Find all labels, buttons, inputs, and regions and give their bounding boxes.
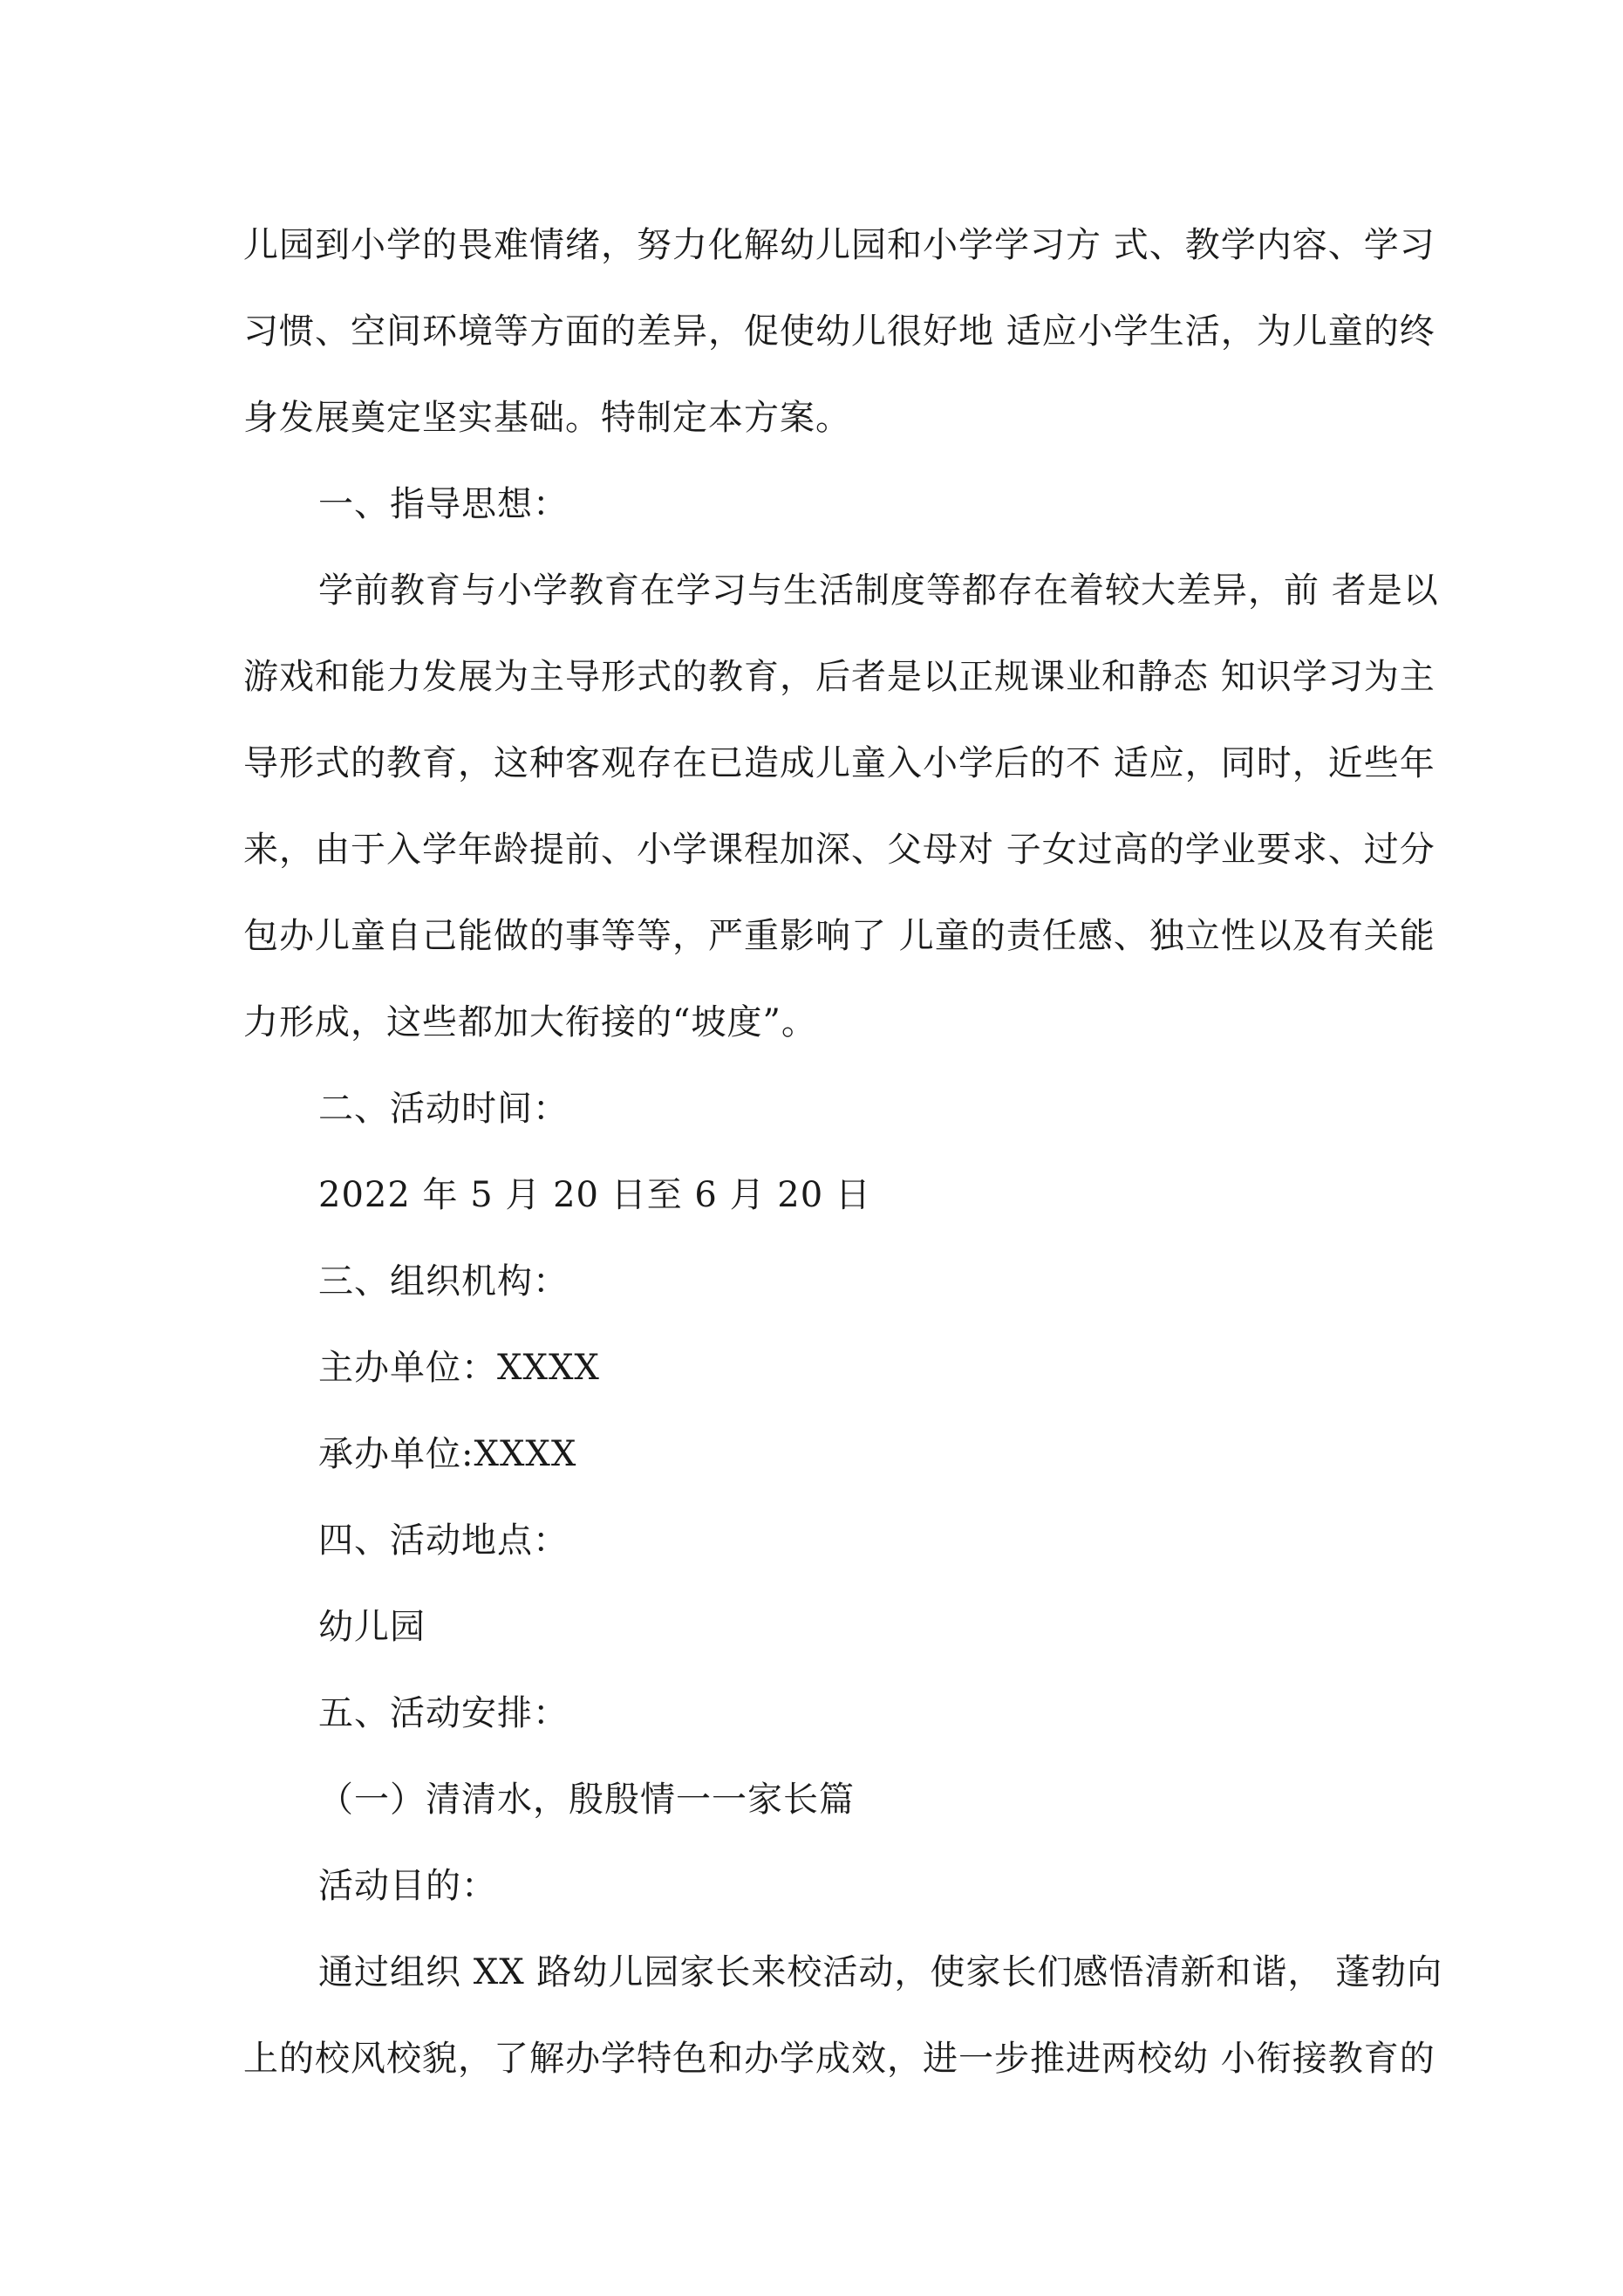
text-line: 力形成，这些都加大衔接的“坡度”。: [243, 1002, 817, 1042]
activity-time-value: 2022 年 5 月 20 日至 6 月 20 日: [318, 1175, 871, 1215]
text-line: 上的校风校貌，了解办学特色和办学成效，进一步推进两校幼 小衔接教育的: [243, 2039, 1435, 2079]
text-line: 来，由于入学年龄提前、小学课程加深、父母对 子女过高的学业要求、过分: [243, 830, 1435, 870]
section-heading-organization: 三、组织机构：: [318, 1261, 569, 1302]
text-line: 导形式的教育，这种客观存在已造成儿童入小学后的不 适应，同时，近些年: [243, 743, 1435, 783]
section-heading-activity-time: 二、活动时间：: [318, 1089, 569, 1129]
purpose-paragraph: [243, 1930, 1443, 2102]
text-line: 儿园到小学的畏难情绪，努力化解幼儿园和小学学习方 式、教学内容、学习: [243, 225, 1435, 265]
text-line: 包办儿童自己能做的事等等，严重影响了 儿童的责任感、独立性以及有关能: [243, 916, 1435, 956]
co-organizer-line: 承办单位:XXXX: [318, 1434, 577, 1474]
heading-purpose: 活动目的：: [318, 1866, 497, 1906]
text-line: 游戏和能力发展为主导形式的教育，后者是以正规课业和静态 知识学习为主: [243, 657, 1435, 697]
section-heading-guiding-thought: 一、指导思想：: [318, 484, 569, 524]
text-line: 习惯、空间环境等方面的差异，促使幼儿很好地 适应小学生活，为儿童的终: [243, 311, 1435, 352]
section-heading-arrangement: 五、活动安排：: [318, 1693, 569, 1733]
organizer-line: 主办单位：XXXX: [318, 1348, 600, 1388]
document-body: [243, 202, 1443, 2102]
intro-continuation-paragraph: [243, 202, 1435, 461]
text-line: 学前教育与小学教育在学习与生活制度等都存在着较大差异，前 者是以: [318, 571, 1439, 611]
section-heading-location: 四、活动地点：: [318, 1520, 569, 1561]
guiding-thought-paragraph: [243, 548, 1439, 1066]
text-line: 身发展奠定坚实基础。特制定本方案。: [243, 398, 851, 438]
location-value: 幼儿园: [318, 1607, 426, 1647]
subheading-parents: （一）清清水，殷殷情一一家长篇: [318, 1780, 855, 1820]
text-line: 通过组织 XX 路幼儿园家长来校活动，使家长们感悟清新和谐， 蓬勃向: [318, 1952, 1443, 1992]
